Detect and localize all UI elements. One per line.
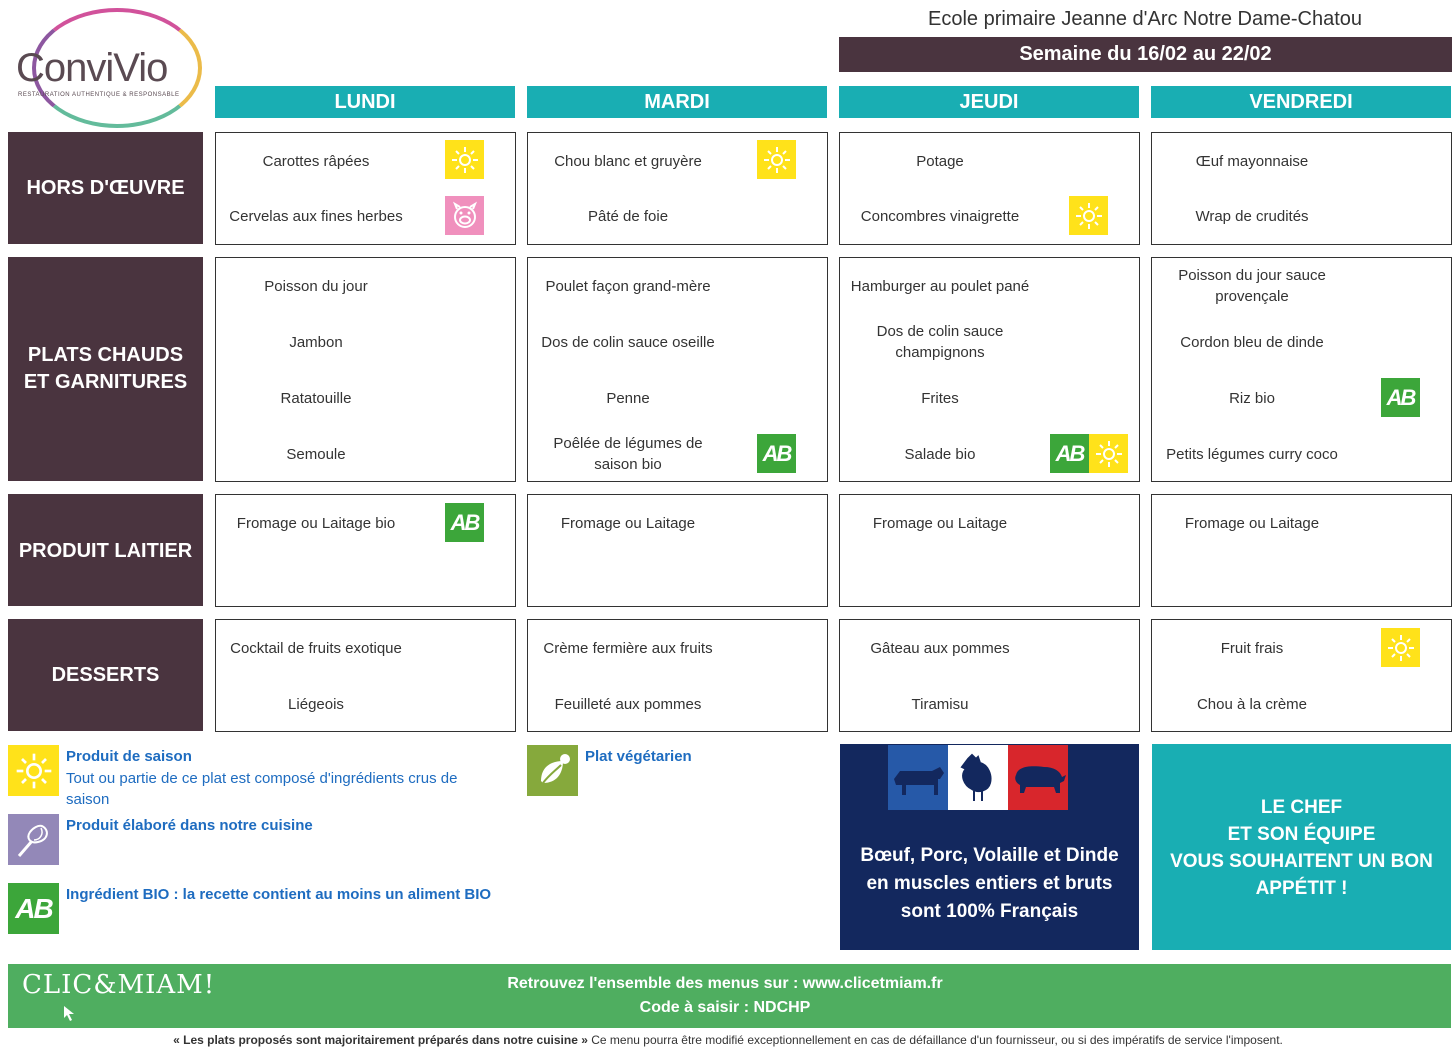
legend-whisk-icon <box>8 814 59 865</box>
pig-silhouette-icon <box>1008 745 1068 810</box>
category-label: DESSERTS <box>51 663 160 686</box>
pig-icon <box>445 196 484 235</box>
day-header-jeudi: JEUDI <box>839 86 1139 118</box>
dish: Pâté de foie <box>587 208 669 225</box>
dish: Tiramisu <box>911 696 969 713</box>
chicken-icon <box>948 745 1008 810</box>
dish: Poêlée de légumes de <box>553 435 703 452</box>
legend-saison-title: Produit de saison <box>66 748 192 765</box>
dish: Frites <box>921 390 959 407</box>
legend-bio: Ingrédient BIO : la recette contient au moins un aliment BIO <box>66 886 492 903</box>
category-produit-laitier <box>8 494 203 606</box>
dish: Jambon <box>289 334 343 351</box>
flag-white <box>948 745 1008 810</box>
chef-line: VOUS SOUHAITENT UN BON <box>1170 851 1433 872</box>
dish: Wrap de crudités <box>1195 208 1309 225</box>
school-name: Ecole primaire Jeanne d'Arc Notre Dame-Chatou <box>927 8 1362 30</box>
chef-line: ET SON ÉQUIPE <box>1227 824 1376 845</box>
cell-vendredi-desserts <box>1151 619 1452 732</box>
dish: Dos de colin sauce <box>876 323 1004 340</box>
category-plats-chauds <box>8 257 203 481</box>
sun-icon <box>1089 434 1128 473</box>
cell-vendredi-laitier <box>1151 494 1452 607</box>
dish: saison bio <box>594 456 662 473</box>
legend-vegetarien: Plat végétarien <box>585 748 692 765</box>
legend-bio-ab-icon: AB <box>8 883 59 934</box>
dish: Fromage ou Laitage <box>872 515 1008 532</box>
dish: Carottes râpées <box>262 153 370 170</box>
day-header-vendredi: VENDREDI <box>1151 86 1451 118</box>
dish: Gâteau aux pommes <box>870 640 1010 657</box>
cell-jeudi-desserts <box>839 619 1140 732</box>
chef-line: APPÉTIT ! <box>1255 878 1348 899</box>
dish: Fromage ou Laitage <box>1184 515 1320 532</box>
cell-mardi-plats <box>527 257 828 482</box>
sun-icon <box>445 140 484 179</box>
cell-lundi-hors <box>215 132 516 245</box>
cell-vendredi-hors <box>1151 132 1452 245</box>
banner-url-line[interactable]: Retrouvez l'ensemble des menus sur : www.clicetmiam.fr <box>507 975 943 992</box>
dish: Hamburger au poulet pané <box>850 278 1030 295</box>
day-header-lundi: LUNDI <box>215 86 515 118</box>
clicetmiam-banner <box>8 964 1451 1028</box>
week-banner: Semaine du 16/02 au 22/02 <box>839 37 1452 72</box>
dish: Chou blanc et gruyère <box>554 153 702 170</box>
dish: Ratatouille <box>280 390 352 407</box>
dish: Semoule <box>286 446 346 463</box>
footer-bold: « Les plats proposés sont majoritairement préparés dans notre cuisine » <box>173 1033 588 1047</box>
france-line: sont 100% Français <box>900 901 1079 922</box>
footer-note <box>0 1033 1456 1047</box>
dish: Dos de colin sauce oseille <box>541 334 715 351</box>
france-line: Bœuf, Porc, Volaille et Dinde <box>860 845 1119 866</box>
cell-lundi-desserts <box>215 619 516 732</box>
category-label: PRODUIT LAITIER <box>18 539 193 562</box>
sun-icon <box>757 140 796 179</box>
flag-red <box>1008 745 1068 810</box>
dish: provençale <box>1215 288 1289 305</box>
day-header-mardi: MARDI <box>527 86 827 118</box>
banner-code-line: Code à saisir : NDCHP <box>639 999 811 1016</box>
cell-jeudi-hors <box>839 132 1140 245</box>
dish: Fromage ou Laitage bio <box>236 515 396 532</box>
sun-icon <box>1381 628 1420 667</box>
dish: Potage <box>916 153 964 170</box>
cell-lundi-plats <box>215 257 516 482</box>
legend-elabore: Produit élaboré dans notre cuisine <box>66 817 313 834</box>
dish: Feuilleté aux pommes <box>554 696 702 713</box>
sun-icon <box>1069 196 1108 235</box>
dish: Concombres vinaigrette <box>860 208 1020 225</box>
dish: Poisson du jour sauce <box>1178 267 1326 284</box>
dish: Riz bio <box>1229 390 1275 407</box>
cell-mardi-laitier <box>527 494 828 607</box>
category-hors-doeuvre <box>8 132 203 244</box>
dish: Cocktail de fruits exotique <box>230 640 402 657</box>
chef-message-text <box>1152 794 1451 902</box>
legend-leaf-icon <box>527 745 578 796</box>
dish: champignons <box>895 344 985 361</box>
legend-saison-desc: saison <box>66 791 110 808</box>
category-label: HORS D'ŒUVRE <box>26 176 185 199</box>
logo-tagline: RESTAURATION AUTHENTIQUE & RESPONSABLE <box>18 92 180 98</box>
origine-france-text <box>840 842 1139 926</box>
flag-blue <box>888 745 948 810</box>
cell-jeudi-laitier <box>839 494 1140 607</box>
dish: Fromage ou Laitage <box>560 515 696 532</box>
dish: Liégeois <box>288 696 344 713</box>
dish: Crème fermière aux fruits <box>543 640 713 657</box>
category-label: ET GARNITURES <box>23 371 188 393</box>
convivio-logo <box>10 8 200 123</box>
bio-ab-icon: AB <box>445 503 484 542</box>
cell-jeudi-plats <box>839 257 1140 482</box>
bio-ab-icon: AB <box>1381 378 1420 417</box>
chef-line: LE CHEF <box>1260 797 1343 818</box>
france-line: en muscles entiers et bruts <box>866 873 1113 894</box>
category-label: PLATS CHAUDS <box>27 344 184 366</box>
dish: Penne <box>606 390 650 407</box>
logo-name: ConviVio <box>16 46 168 90</box>
clicetmiam-logo: CLIC&MIAM! <box>22 970 216 1000</box>
dish: Cervelas aux fines herbes <box>229 208 403 225</box>
dish: Fruit frais <box>1220 640 1284 657</box>
cell-mardi-desserts <box>527 619 828 732</box>
bio-ab-icon: AB <box>1050 434 1089 473</box>
bio-ab-icon: AB <box>757 434 796 473</box>
dish: Salade bio <box>904 446 976 463</box>
legend-saison-desc: Tout ou partie de ce plat est composé d'ingrédients crus de <box>66 770 458 787</box>
category-desserts <box>8 619 203 731</box>
cow-icon <box>888 745 948 810</box>
dish: Œuf mayonnaise <box>1195 153 1309 170</box>
dish: Petits légumes curry coco <box>1166 446 1338 463</box>
cell-vendredi-plats <box>1151 257 1452 482</box>
dish: Poisson du jour <box>264 278 368 295</box>
dish: Cordon bleu de dinde <box>1180 334 1324 351</box>
dish: Chou à la crème <box>1196 696 1308 713</box>
cell-mardi-hors <box>527 132 828 245</box>
legend-sun-icon <box>8 745 59 796</box>
dish: Poulet façon grand-mère <box>545 278 711 295</box>
footer-rest: Ce menu pourra être modifié exceptionnellement en cas de défaillance d'un fournisseur, ou si des impératifs de service l'imposent. <box>587 1033 1283 1047</box>
cell-lundi-laitier <box>215 494 516 607</box>
